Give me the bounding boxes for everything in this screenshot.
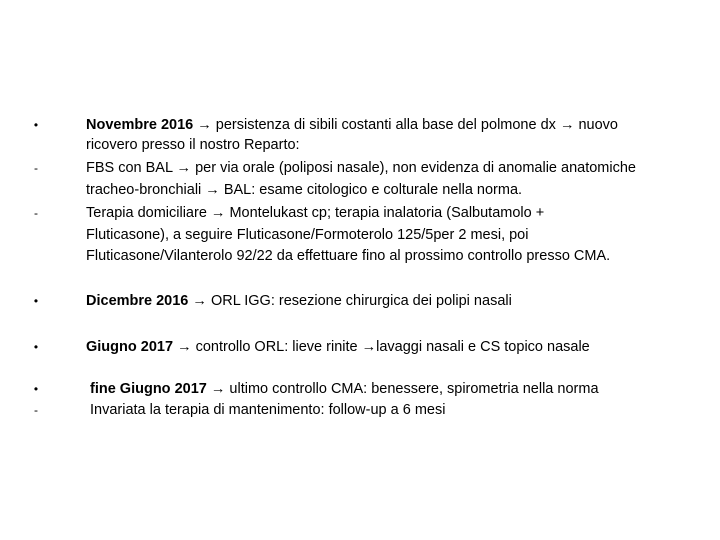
item-text: Terapia domiciliare [86, 205, 207, 221]
item-date: Giugno 2017 [86, 339, 174, 355]
arrow-icon: → [361, 339, 377, 355]
arrow-icon: → [197, 117, 212, 133]
fbs-line1 [86, 158, 636, 178]
item-text: Montelukast cp; terapia inalatoria (Salbutamolo + [229, 205, 545, 221]
arrow-icon: → [176, 160, 192, 176]
item-dicembre [86, 291, 512, 311]
arrow-icon: → [177, 339, 192, 355]
arrow-icon: → [559, 117, 575, 133]
bullet-marker: • [33, 340, 39, 354]
item-novembre-line2: ricovero presso il nostro Reparto: [86, 137, 300, 153]
bullet-marker: • [33, 382, 39, 396]
item-text: tracheo-bronchiali [86, 182, 202, 198]
item-date: fine Giugno 2017 [90, 381, 207, 397]
item-text: ORL IGG: resezione chirurgica dei polipi nasali [210, 293, 512, 309]
dash-marker: - [34, 161, 38, 175]
dash-marker: - [34, 403, 38, 417]
item-fine-giugno-line2: Invariata la terapia di mantenimento: follow-up a 6 mesi [90, 402, 446, 418]
item-text: per via orale (poliposi nasale), non evidenza di anomalie anatomiche [195, 160, 636, 176]
arrow-icon: → [192, 293, 207, 309]
dash-marker: - [34, 206, 38, 220]
arrow-icon: → [210, 381, 226, 397]
item-text: persistenza di sibili costanti alla base del polmone dx [215, 117, 556, 133]
item-text: ultimo controllo CMA: benessere, spirometria nella norma [229, 381, 599, 397]
item-text: controllo ORL: lieve rinite [195, 339, 358, 355]
item-novembre-line1 [86, 115, 618, 135]
item-fine-giugno-line1 [90, 379, 599, 399]
arrow-icon: → [210, 205, 226, 221]
terapia-line3: Fluticasone/Vilanterolo 92/22 da effettuare fino al prossimo controllo presso CMA. [86, 248, 611, 264]
item-text: lavaggi nasali e CS topico nasale [376, 339, 590, 355]
item-text: BAL: esame citologico e colturale nella norma. [223, 182, 523, 198]
terapia-line1 [86, 203, 544, 223]
item-date: Dicembre 2016 [86, 293, 189, 309]
item-giugno [86, 337, 590, 357]
bullet-marker: • [33, 118, 39, 132]
arrow-icon: → [205, 182, 220, 198]
item-date: Novembre 2016 [86, 117, 194, 133]
terapia-line2: Fluticasone), a seguire Fluticasone/Formoterolo 125/5per 2 mesi, poi [86, 227, 529, 243]
fbs-line2 [86, 180, 522, 200]
bullet-marker: • [33, 294, 39, 308]
item-text: nuovo [578, 117, 618, 133]
item-text: FBS con BAL [86, 160, 173, 176]
